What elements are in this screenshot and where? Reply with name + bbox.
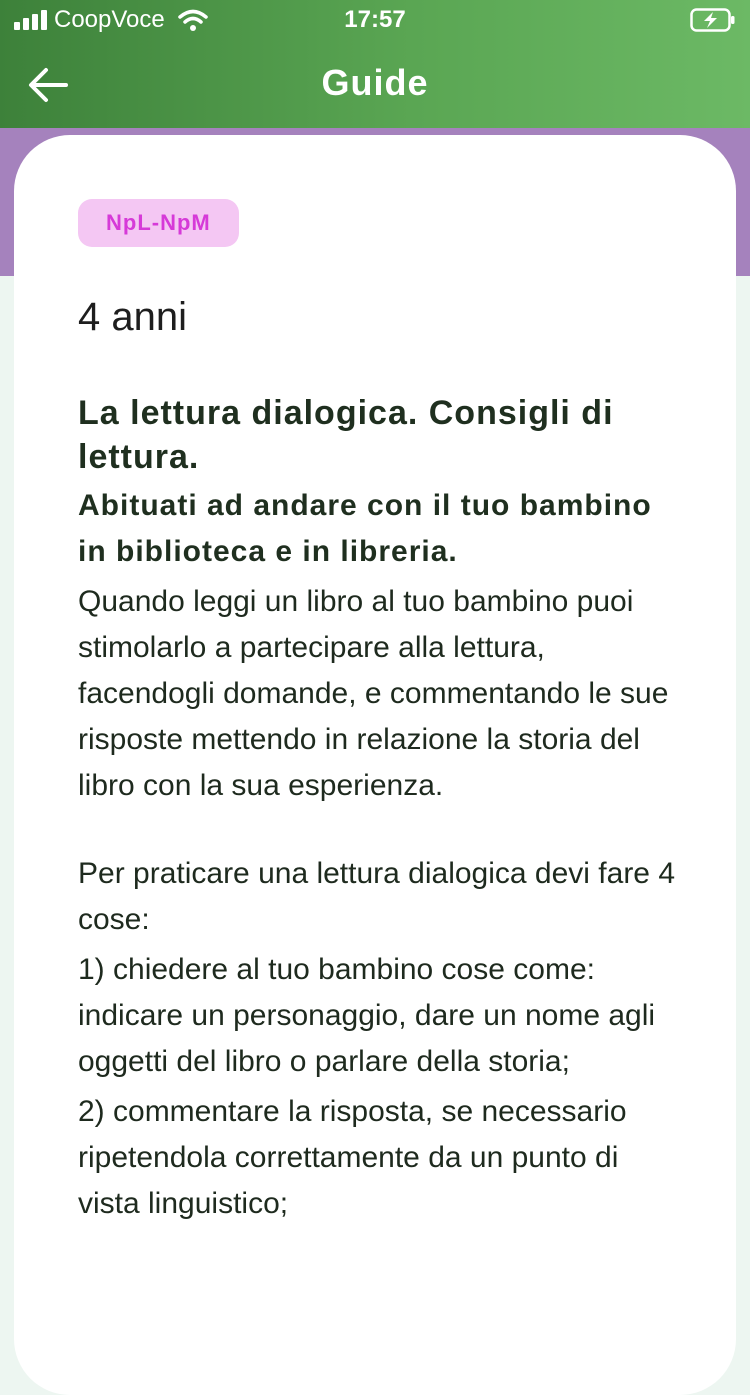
- status-time: 17:57: [344, 6, 406, 33]
- paragraph: Quando leggi un libro al tuo bambino puoi stimolarlo a partecipare alla lettura, facendogli domande, e commentando le sue risposte mettendo in relazione la storia del libro con la sua esperienza.: [78, 585, 669, 802]
- article-subtitle: Abituati ad andare con il tuo bambino in biblioteca e in libreria.: [78, 489, 652, 568]
- age-heading: 4 anni: [78, 295, 187, 339]
- article-title: La lettura dialogica. Consigli di lettura.: [78, 394, 614, 476]
- page-title: Guide: [321, 62, 429, 103]
- navigation-bar: [0, 42, 750, 128]
- list-item: 1) chiedere al tuo bambino cose come: indicare un personaggio, dare un nome agli oggetti del libro o parlare della storia;: [78, 953, 656, 1078]
- category-tag: NpL-NpM: [78, 199, 239, 247]
- carrier-name: CoopVoce: [54, 6, 165, 33]
- article-content: [78, 199, 678, 1227]
- paragraph: Per praticare una lettura dialogica devi fare 4 cose:: [78, 857, 676, 936]
- article-card: [14, 135, 736, 1395]
- battery-charging-icon: [690, 8, 736, 32]
- list-item: 2) commentare la risposta, se necessario ripetendola correttamente da un punto di vista linguistico;: [78, 1095, 627, 1220]
- status-bar: [0, 0, 750, 42]
